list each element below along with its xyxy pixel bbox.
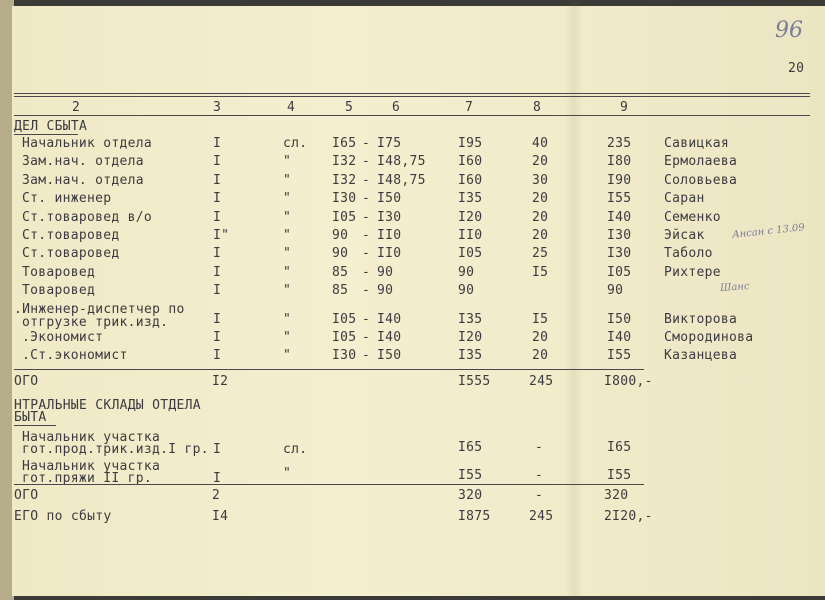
cell-c9: I55 [607, 468, 632, 483]
cell-c6: I75 [377, 136, 402, 151]
person-name: Викторова [664, 312, 738, 327]
position-name: Зам.нач. отдела [22, 172, 144, 188]
cell-c6: II0 [377, 246, 402, 262]
cell-c9: I40 [607, 209, 632, 225]
cell-c6: I48,75 [377, 154, 426, 170]
cell-c5: I05 [332, 312, 357, 327]
cell-c8: 25 [532, 246, 549, 262]
position-name: Ст.товаровед [22, 228, 120, 243]
cell-c3: I" [213, 228, 230, 243]
total-c3: 2 [212, 488, 221, 503]
total-c8: 245 [529, 374, 554, 389]
cell-c8: 20 [532, 330, 549, 345]
grand-total-c8: 245 [529, 509, 554, 524]
position-name-cont: гот.прод.трик.изд.I гр. [22, 442, 209, 457]
cell-c4: сл. [283, 136, 308, 151]
cell-c6: I48,75 [377, 172, 426, 188]
cell-c9: I30 [607, 246, 632, 262]
cell-c4: " [283, 264, 292, 280]
cell-c3: I [213, 246, 222, 262]
cell-c7: I35 [458, 312, 483, 327]
cell-c5: 90 [332, 246, 349, 262]
cell-c4: " [283, 312, 292, 327]
cell-dash: - [362, 264, 371, 280]
cell-c9: I80 [607, 154, 632, 170]
cell-dash: - [362, 191, 371, 207]
cell-dash: - [362, 330, 371, 345]
cell-c8: 20 [532, 209, 549, 225]
position-name-cont: отгрузке трик.изд. [22, 315, 169, 330]
cell-c3: I [213, 471, 222, 486]
cell-c4: " [283, 172, 292, 188]
cell-c7: I55 [458, 468, 483, 483]
grand-total-c7: I875 [458, 509, 491, 524]
cell-c3: I [213, 209, 222, 225]
cell-c9: I50 [607, 312, 632, 327]
cell-dash: - [362, 246, 371, 262]
col-header-8: 8 [533, 100, 542, 115]
cell-c8: 20 [532, 348, 549, 363]
page-number: 20 [788, 61, 805, 76]
total-c3: I2 [212, 374, 229, 389]
cell-c8: 30 [532, 172, 549, 188]
cell-c9: I65 [607, 440, 632, 455]
person-name: Рихтере [664, 264, 721, 280]
cell-c6: I50 [377, 348, 402, 363]
cell-c4: " [283, 466, 292, 481]
cell-c5: I30 [332, 348, 357, 363]
cell-c5: I32 [332, 172, 357, 188]
position-name: Начальник участка [22, 430, 161, 445]
person-name: Ермолаева [664, 154, 738, 170]
cell-c8: I5 [532, 264, 549, 280]
grand-total-c9: 2I20,- [604, 509, 653, 524]
cell-c4: " [283, 246, 292, 262]
cell-c3: I [213, 283, 222, 299]
cell-c5: 85 [332, 264, 349, 280]
handwritten-note: Ансан с 13.09 [731, 222, 806, 241]
cell-c6: I40 [377, 312, 402, 327]
table-top-rule [14, 93, 810, 94]
cell-c9: I55 [607, 348, 632, 363]
cell-c3: I [213, 312, 222, 327]
page-fold [565, 0, 583, 600]
cell-c7: I95 [458, 136, 483, 151]
cell-dash: - [362, 172, 371, 188]
total-label: ОГО [14, 488, 39, 503]
cell-c8: 20 [532, 154, 549, 170]
cell-c3: I [213, 264, 222, 280]
person-name: Семенко [664, 209, 721, 225]
cell-c7: 90 [458, 264, 475, 280]
cell-c4: " [283, 348, 292, 363]
grand-total-c3: I4 [212, 509, 229, 524]
total-c7: 320 [458, 488, 483, 503]
section-title-warehouses-cont: БЫТА [14, 410, 47, 425]
position-name: Начальник участка [22, 459, 161, 474]
cell-dash: - [362, 209, 371, 225]
person-name: Эйсак [664, 228, 705, 243]
section2-title-underline [14, 425, 56, 426]
position-name: .Экономист [22, 330, 104, 345]
cell-c3: I [213, 330, 222, 345]
cell-c4: " [283, 330, 292, 345]
cell-c5: I30 [332, 191, 357, 207]
cell-c3: I [213, 136, 222, 151]
position-name: Ст. инженер [22, 191, 112, 207]
position-name: Начальник отдела [22, 136, 153, 151]
cell-c5: I65 [332, 136, 357, 151]
handwritten-page-number: 96 [775, 18, 803, 43]
col-header-2: 2 [72, 100, 81, 115]
col-header-4: 4 [287, 100, 296, 115]
total-c9: 320 [604, 488, 629, 503]
cell-c5: 85 [332, 283, 349, 299]
cell-c9: I05 [607, 264, 632, 280]
person-name: Савицкая [664, 136, 730, 151]
cell-c8: 20 [532, 228, 549, 243]
total-rule-2 [14, 484, 644, 485]
cell-c8: - [535, 440, 544, 455]
col-header-5: 5 [345, 100, 354, 115]
cell-c3: I [213, 348, 222, 363]
cell-c9: I55 [607, 191, 632, 207]
cell-c4: " [283, 209, 292, 225]
cell-c7: I60 [458, 172, 483, 188]
cell-c3: I [213, 191, 222, 207]
cell-c7: I60 [458, 154, 483, 170]
cell-c5: I05 [332, 209, 357, 225]
document-page [12, 6, 825, 596]
position-name: Товаровед [22, 283, 96, 299]
person-name: Смородинова [664, 330, 754, 345]
cell-c8: I5 [532, 312, 549, 327]
person-name: Казанцева [664, 348, 738, 363]
cell-c9: I30 [607, 228, 632, 243]
total-c9: I800,- [604, 374, 653, 389]
position-name-cont: гот.пряжи II гр. [22, 471, 153, 486]
total-c7: I555 [458, 374, 491, 389]
col-header-7: 7 [465, 100, 474, 115]
cell-c6: II0 [377, 228, 402, 243]
cell-c7: I65 [458, 440, 483, 455]
cell-c7: I35 [458, 191, 483, 207]
section-title-sales: ДЕЛ СБЫТА [14, 119, 88, 134]
handwritten-note: Шанс [719, 280, 750, 295]
header-bottom-rule [14, 115, 810, 116]
position-name: Товаровед [22, 264, 96, 280]
col-header-6: 6 [392, 100, 401, 115]
cell-c7: I20 [458, 330, 483, 345]
cell-dash: - [362, 136, 371, 151]
cell-dash: - [362, 283, 371, 299]
cell-c9: 90 [607, 283, 624, 299]
cell-c6: 90 [377, 264, 394, 280]
position-name: .Инженер-диспетчер по [14, 302, 185, 317]
cell-c3: I [213, 442, 222, 457]
section-title-warehouses: НТРАЛЬНЫЕ СКЛАДЫ ОТДЕЛА [14, 398, 201, 413]
cell-c5: I05 [332, 330, 357, 345]
cell-c7: I05 [458, 246, 483, 262]
cell-c7: 90 [458, 283, 475, 299]
grand-total-label: ЕГО по сбыту [14, 509, 112, 524]
total-label: ОГО [14, 374, 39, 389]
cell-c4: " [283, 283, 292, 299]
cell-c4: сл. [283, 442, 308, 457]
position-name: Зам.нач. отдела [22, 154, 144, 170]
cell-c6: 90 [377, 283, 394, 299]
cell-c8: - [535, 468, 544, 483]
cell-c8: 40 [532, 136, 549, 151]
cell-c9: I40 [607, 330, 632, 345]
cell-c5: 90 [332, 228, 349, 243]
cell-c8: 20 [532, 191, 549, 207]
total-c8: - [535, 488, 544, 503]
cell-dash: - [362, 228, 371, 243]
cell-c6: I30 [377, 209, 402, 225]
cell-c3: I [213, 172, 222, 188]
cell-c4: " [283, 228, 292, 243]
cell-c9: I90 [607, 172, 632, 188]
person-name: Таболо [664, 246, 713, 262]
table-top-rule-2 [14, 96, 810, 97]
cell-c4: " [283, 154, 292, 170]
cell-dash: - [362, 312, 371, 327]
cell-c4: " [283, 191, 292, 207]
cell-c3: I [213, 154, 222, 170]
position-name: Ст.товаровед в/о [22, 209, 153, 225]
cell-c7: I20 [458, 209, 483, 225]
person-name: Саран [664, 191, 705, 207]
position-name: .Ст.экономист [22, 348, 128, 363]
section-title-underline [14, 134, 78, 135]
col-header-9: 9 [620, 100, 629, 115]
cell-c7: I35 [458, 348, 483, 363]
cell-c9: 235 [607, 136, 632, 151]
cell-c6: I40 [377, 330, 402, 345]
cell-dash: - [362, 154, 371, 170]
position-name: Ст.товаровед [22, 246, 120, 262]
cell-dash: - [362, 348, 371, 363]
cell-c6: I50 [377, 191, 402, 207]
col-header-3: 3 [213, 100, 222, 115]
person-name: Соловьева [664, 172, 738, 188]
cell-c7: II0 [458, 228, 483, 243]
total-rule [14, 369, 644, 370]
cell-c5: I32 [332, 154, 357, 170]
